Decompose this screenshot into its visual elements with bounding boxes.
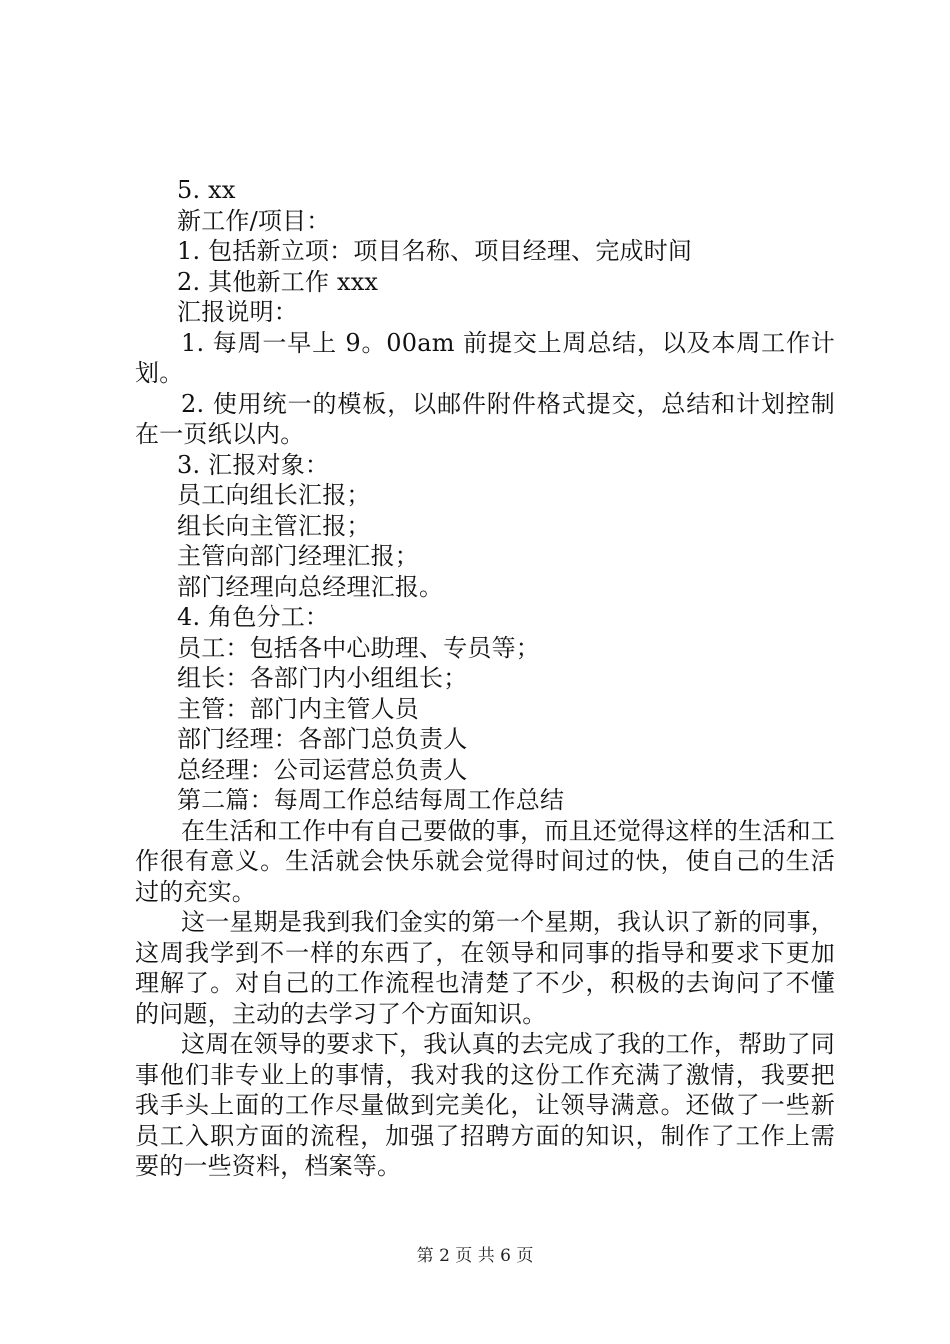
- list-item: 总经理：公司运营总负责人: [177, 755, 468, 784]
- list-item: 主管：部门内主管人员: [177, 694, 419, 723]
- paragraph: 1. 每周一早上 9。00am 前提交上周总结，以及本周工作计划。: [135, 328, 835, 387]
- list-item: 组长：各部门内小组组长；: [177, 664, 468, 692]
- list-item: 2. 其他新工作 xxx: [177, 267, 379, 296]
- paragraph: 这周在领导的要求下，我认真的去完成了我的工作，帮助了同事他们非专业上的事情，我对我的这份工作充满了激情，我要把我手头上面的工作尽量做到完美化，让领导满意。还做了一些新员工入职方面的流程，加强了招聘方面的知识，制作了工作上需要的一些资料，档案等。: [135, 1030, 835, 1180]
- list-item: 5. xx: [177, 176, 236, 204]
- list-item: 组长向主管汇报；: [177, 511, 371, 540]
- page-number-footer: 第 2 页 共 6 页: [416, 1246, 534, 1266]
- list-item: 员工：包括各中心助理、专员等；: [177, 633, 540, 662]
- section-heading: 3. 汇报对象：: [177, 450, 330, 479]
- list-item: 主管向部门经理汇报；: [177, 542, 419, 570]
- article-title: 第二篇：每周工作总结每周工作总结: [177, 786, 565, 814]
- paragraph: 这一星期是我到我们金实的第一个星期，我认识了新的同事，这周我学到不一样的东西了，在领导和同事的指导和要求下更加理解了。对自己的工作流程也清楚了不少，积极的去询问了不懂的问题，主动的去学习了个方面知识。: [135, 908, 835, 1028]
- paragraph: 2. 使用统一的模板，以邮件附件格式提交，总结和计划控制在一页纸以内。: [135, 389, 835, 448]
- section-heading: 新工作/项目：: [177, 206, 331, 235]
- list-item: 1. 包括新立项：项目名称、项目经理、完成时间: [177, 237, 693, 265]
- list-item: 部门经理向总经理汇报。: [177, 572, 444, 601]
- document-body: [135, 175, 835, 1182]
- list-item: 部门经理：各部门总负责人: [177, 725, 468, 753]
- paragraph: 在生活和工作中有自己要做的事，而且还觉得这样的生活和工作很有意义。生活就会快乐就会觉得时间过的快，使自己的生活过的充实。: [135, 816, 835, 906]
- section-heading: 汇报说明：: [177, 298, 298, 326]
- list-item: 员工向组长汇报；: [177, 481, 371, 509]
- section-heading: 4. 角色分工：: [177, 603, 330, 631]
